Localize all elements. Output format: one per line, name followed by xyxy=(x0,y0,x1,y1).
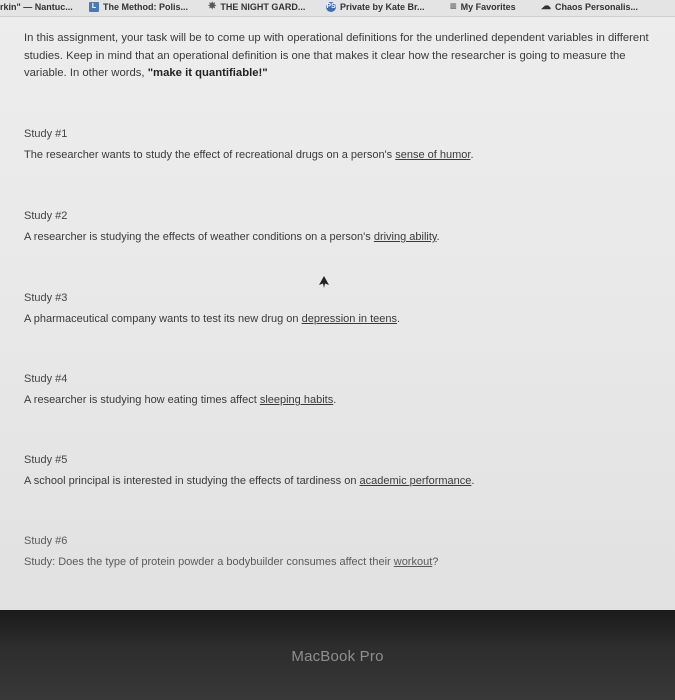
assignment-content xyxy=(24,30,664,568)
bookmark-chaos-personalis[interactable]: ☁ Chaos Personalis... xyxy=(541,1,639,12)
study-2 xyxy=(24,210,664,243)
star-icon: ✵ xyxy=(208,1,217,12)
library-icon: ▥ xyxy=(450,3,457,10)
dependent-variable: academic performance xyxy=(359,475,472,487)
bookmark-nantucket[interactable]: rkin" — Nantuc... xyxy=(0,2,73,12)
study-4 xyxy=(24,373,664,406)
dependent-variable: workout xyxy=(393,556,433,568)
study-text: A researcher is studying how eating times affect sleeping habits. xyxy=(24,394,337,406)
study-label: Study #1 xyxy=(24,128,68,140)
bookmarks-bar xyxy=(0,0,675,17)
study-text: A researcher is studying the effects of weather conditions on a person's driving ability. xyxy=(24,231,440,243)
intro-emphasis: "make it quantifiable!" xyxy=(147,67,268,79)
study-text: The researcher wants to study the effect of recreational drugs on a person's sense of humor. xyxy=(24,149,474,161)
intro-paragraph: In this assignment, your task will be to come up with operational definitions for the underlined dependent variables in different studies. Keep in mind that an operational definition is one that makes it clear how the researcher is going to measure the variable. In other words, "make it quantifiable!" xyxy=(24,32,649,79)
study-6 xyxy=(24,535,664,568)
dependent-variable: depression in teens xyxy=(301,313,397,325)
study-5 xyxy=(24,454,664,487)
ps-badge-icon: PS xyxy=(326,3,336,10)
bookmark-the-method[interactable]: L The Method: Polis... xyxy=(89,2,188,12)
study-1 xyxy=(24,128,664,161)
study-label: Study #6 xyxy=(24,535,68,547)
study-3 xyxy=(24,292,664,325)
dependent-variable: sleeping habits xyxy=(259,394,334,406)
study-text: A school principal is interested in studying the effects of tardiness on academic performance. xyxy=(24,475,475,487)
bookmark-my-favorites[interactable]: ▥ My Favorites xyxy=(450,2,516,12)
dependent-variable: sense of humor xyxy=(395,149,471,161)
bookmark-night-garden[interactable]: ✵ THE NIGHT GARD... xyxy=(208,1,306,12)
cloud-icon: ☁ xyxy=(541,1,551,12)
study-label: Study #3 xyxy=(24,292,68,304)
study-text: A pharmaceutical company wants to test its new drug on depression in teens. xyxy=(24,313,401,325)
dependent-variable: driving ability xyxy=(373,231,437,243)
mouse-cursor-icon xyxy=(318,275,330,289)
study-text: Study: Does the type of protein powder a bodybuilder consumes affect their workout? xyxy=(24,556,439,568)
study-label: Study #2 xyxy=(24,210,68,222)
bookmark-private-kate[interactable]: PS Private by Kate Br... xyxy=(326,2,425,12)
study-label: Study #4 xyxy=(24,373,68,385)
study-label: Study #5 xyxy=(24,454,68,466)
bookmark-l-icon: L xyxy=(89,2,99,12)
laptop-brand: MacBook Pro xyxy=(291,648,384,665)
